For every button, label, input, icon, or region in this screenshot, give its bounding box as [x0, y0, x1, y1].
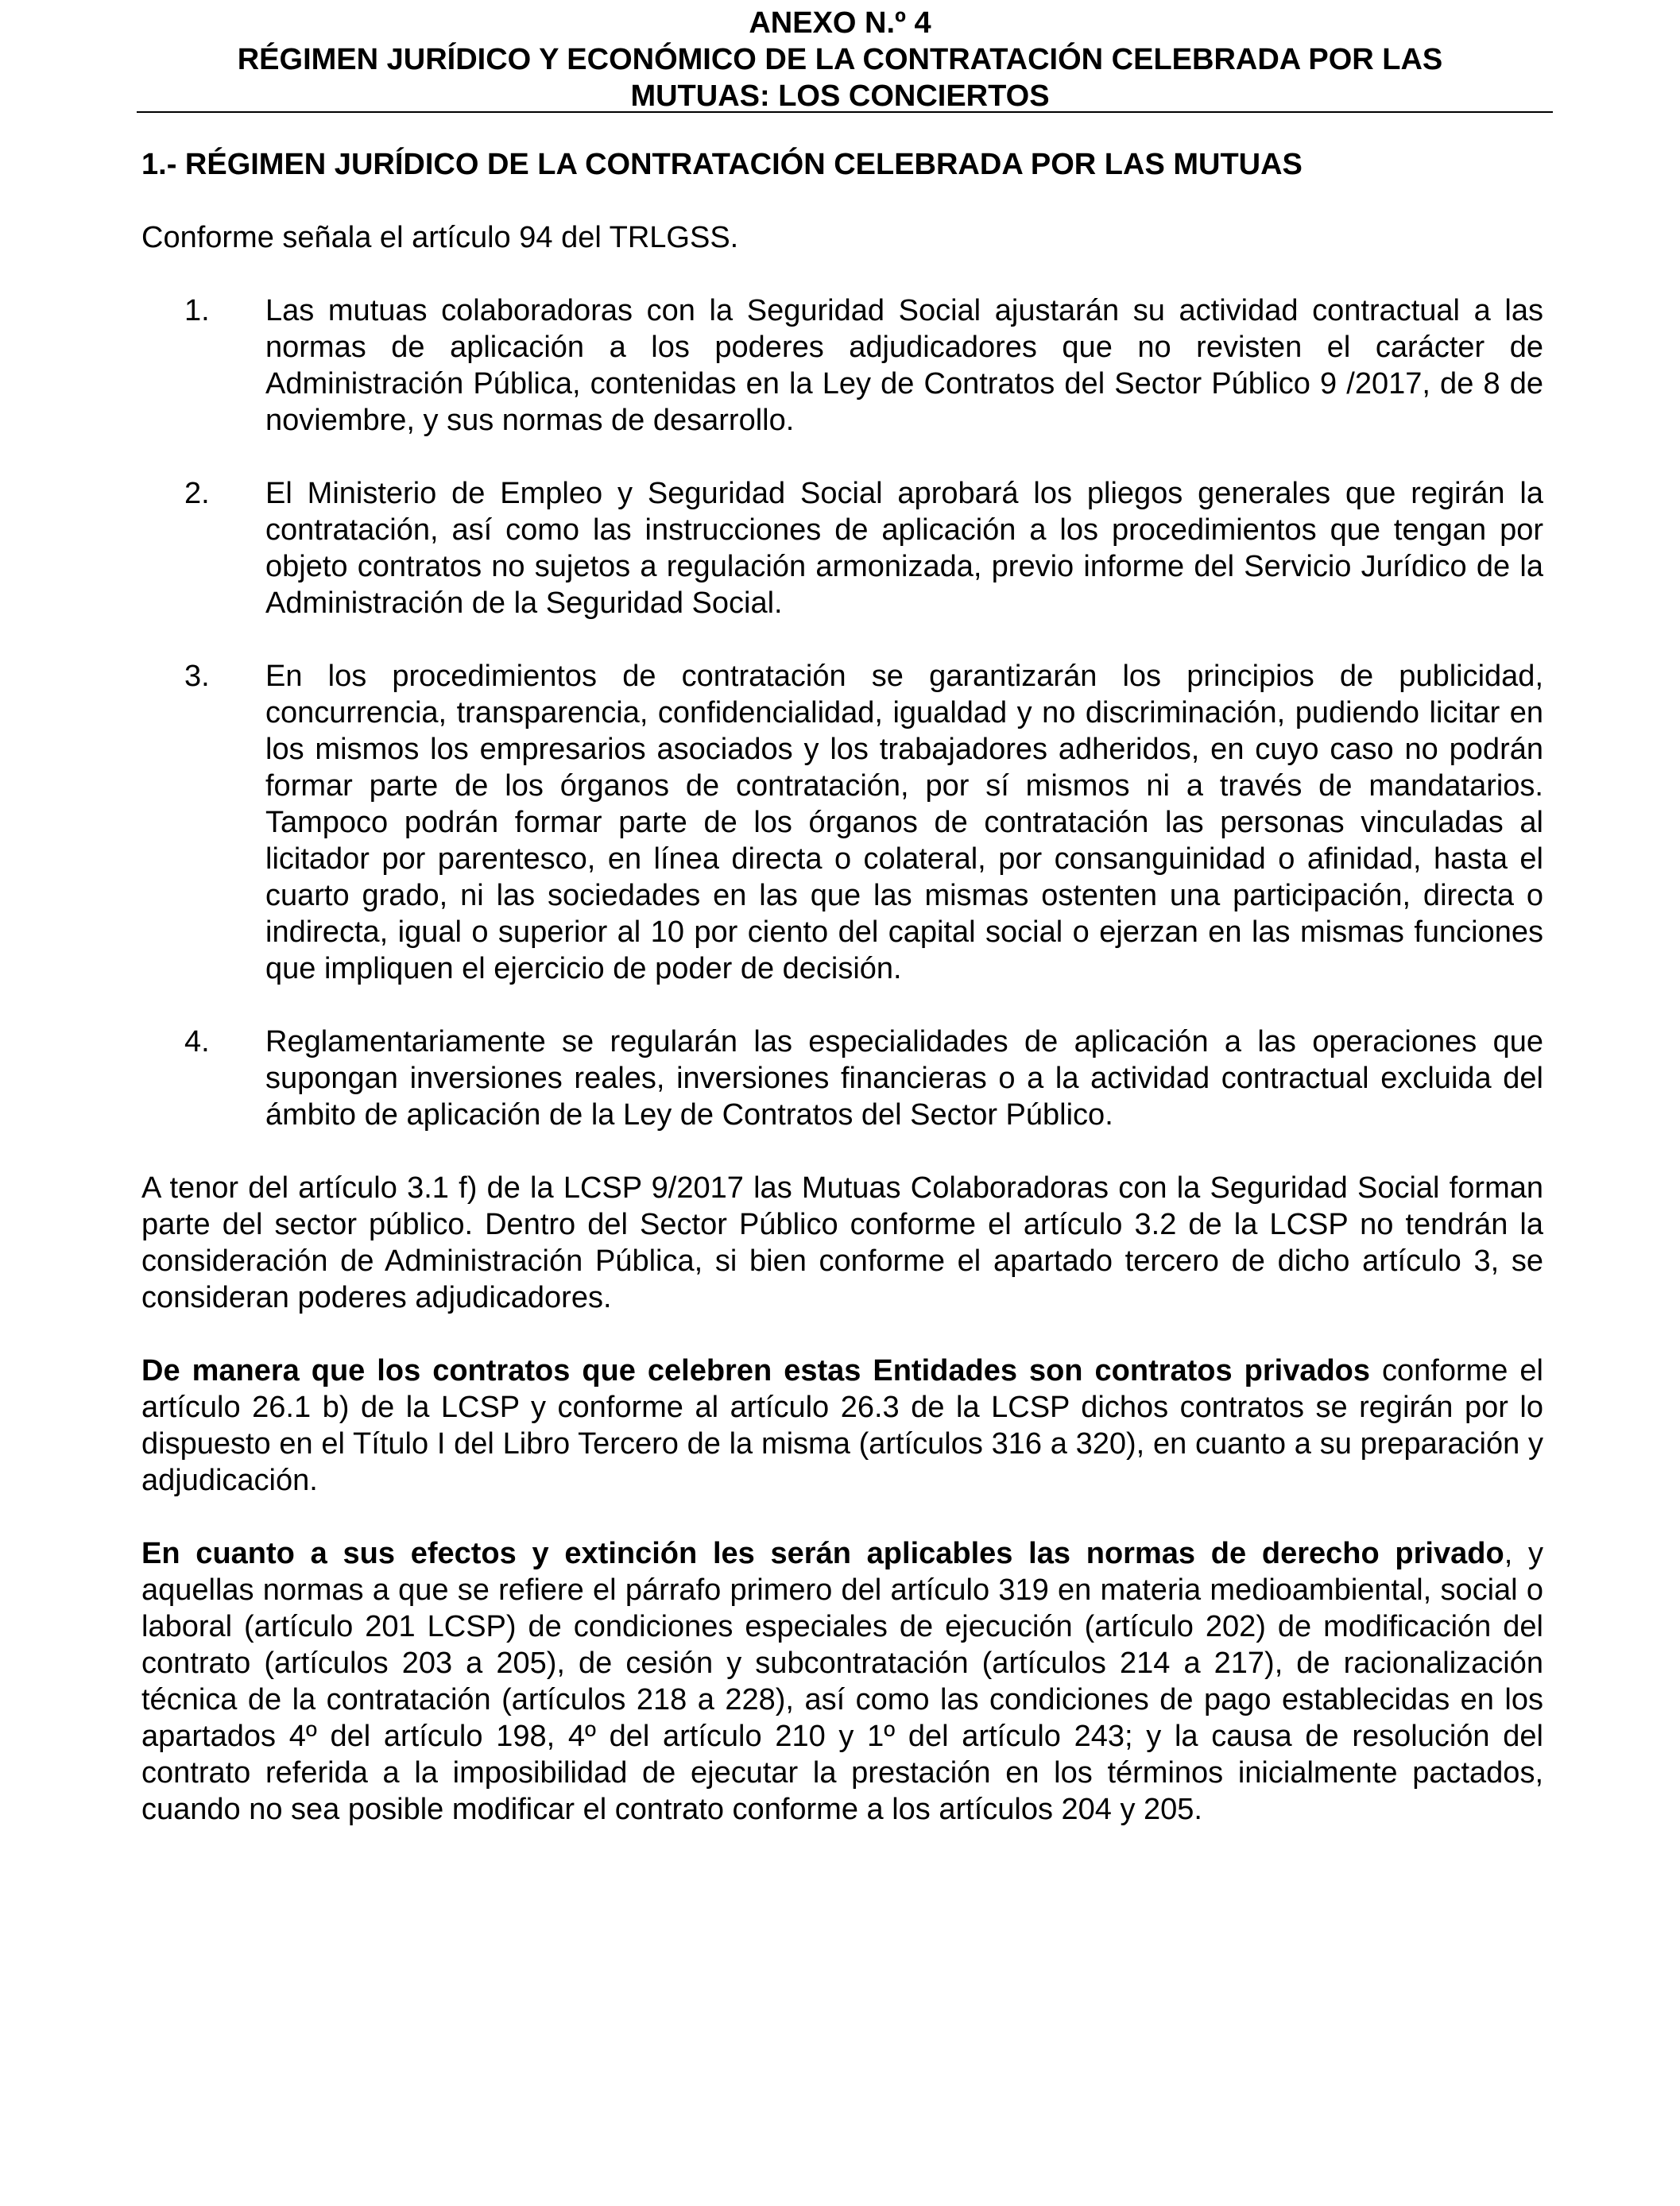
article-list [141, 292, 1543, 1133]
list-item-text: En los procedimientos de contratación se garantizarán los principios de publicidad, concurrencia, transparencia, confidencialidad, igualdad y no discriminación, pudiendo licitar en los mismos los empresarios asociados y los trabajadores adheridos, en cuyo caso no podrán formar parte de los órganos de contratación, por sí mismos ni a través de mandatarios. Tampoco podrán formar parte de los órganos de contratación las personas vinculadas al licitador por parentesco, en línea directa o colateral, por consanguinidad o afinidad, hasta el cuarto grado, ni las sociedades en las que las mismas ostenten una participación, directa o indirecta, igual o superior al 10 por ciento del capital social o ejerzan en las mismas funciones que impliquen el ejercicio de poder de decisión. [265, 660, 1543, 985]
list-item-number: 4. [184, 1025, 210, 1058]
list-item [141, 475, 1543, 621]
list-item-text: El Ministerio de Empleo y Seguridad Social aprobará los pliegos generales que regirán la contratación, así como las instrucciones de aplicación a los procedimientos que tengan por objeto contratos no sujetos a regulación armonizada, previo informe del Servicio Jurídico de la Administración de la Seguridad Social. [265, 477, 1543, 620]
list-item-text: Las mutuas colaboradoras con la Seguridad Social ajustarán su actividad contractual a las normas de aplicación a los poderes adjudicadores que no revisten el carácter de Administración Pública, contenidas en la Ley de Contratos del Sector Público 9 /2017, de 8 de noviembre, y sus normas de desarrollo. [265, 294, 1543, 437]
list-item-number: 1. [184, 294, 210, 327]
list-item [141, 1024, 1543, 1133]
list-item [141, 292, 1543, 439]
list-item [141, 658, 1543, 987]
paragraph-efectos-extincion [141, 1535, 1543, 1828]
annex-title-line-1: RÉGIMEN JURÍDICO Y ECONÓMICO DE LA CONTRATACIÓN CELEBRADA POR LAS [237, 43, 1443, 76]
paragraph-contratos-privados-rest: conforme el artículo 26.1 b) de la LCSP y conforme al artículo 26.3 de la LCSP dichos contratos se regirán por lo dispuesto en el Título I del Libro Tercero de la misma (artículos 316 a 320), en cuanto a su preparación y adjudicación. [141, 1354, 1543, 1497]
document-header [137, 0, 1543, 114]
annex-title-line-2: MUTUAS: LOS CONCIERTOS [630, 79, 1050, 113]
paragraph-contratos-privados-bold: De manera que los contratos que celebren estas Entidades son contratos privados [141, 1354, 1371, 1387]
document-body [141, 146, 1543, 1864]
paragraph-efectos-extincion-rest: , y aquellas normas a que se refiere el párrafo primero del artículo 319 en materia medioambiental, social o laboral (artículo 201 LCSP) de condiciones especiales de ejecución (artículo 202) de modificación del contrato (artículos 203 a 205), de cesión y subcontratación (artículos 214 a 217), de racionalización técnica de la contratación (artículos 218 a 228), así como las condiciones de pago establecidas en los apartados 4º del artículo 198, 4º del artículo 210 y 1º del artículo 243; y la causa de resolución del contrato referida a la imposibilidad de ejecutar la prestación en los términos inicialmente pactados, cuando no sea posible modificar el contrato conforme a los artículos 204 y 205. [141, 1537, 1543, 1826]
list-item-number: 2. [184, 477, 210, 510]
section-intro: Conforme señala el artículo 94 del TRLGSS. [141, 221, 739, 254]
paragraph-contratos-privados [141, 1353, 1543, 1499]
header-divider [137, 111, 1553, 113]
paragraph-sector-publico: A tenor del artículo 3.1 f) de la LCSP 9/2017 las Mutuas Colaboradoras con la Seguridad Social forman parte del sector público. Dentro del Sector Público conforme el artículo 3.2 de la LCSP no tendrán la consideración de Administración Pública, si bien conforme el apartado tercero de dicho artículo 3, se consideran poderes adjudicadores. [141, 1171, 1543, 1314]
section-title: 1.- RÉGIMEN JURÍDICO DE LA CONTRATACIÓN CELEBRADA POR LAS MUTUAS [141, 148, 1303, 181]
list-item-number: 3. [184, 660, 210, 693]
annex-number: ANEXO N.º 4 [749, 6, 931, 40]
document-page [137, 0, 1543, 114]
paragraph-efectos-extincion-bold: En cuanto a sus efectos y extinción les serán aplicables las normas de derecho privado [141, 1537, 1504, 1570]
list-item-text: Reglamentariamente se regularán las especialidades de aplicación a las operaciones que supongan inversiones reales, inversiones financieras o a la actividad contractual excluida del ámbito de aplicación de la Ley de Contratos del Sector Público. [265, 1025, 1543, 1132]
